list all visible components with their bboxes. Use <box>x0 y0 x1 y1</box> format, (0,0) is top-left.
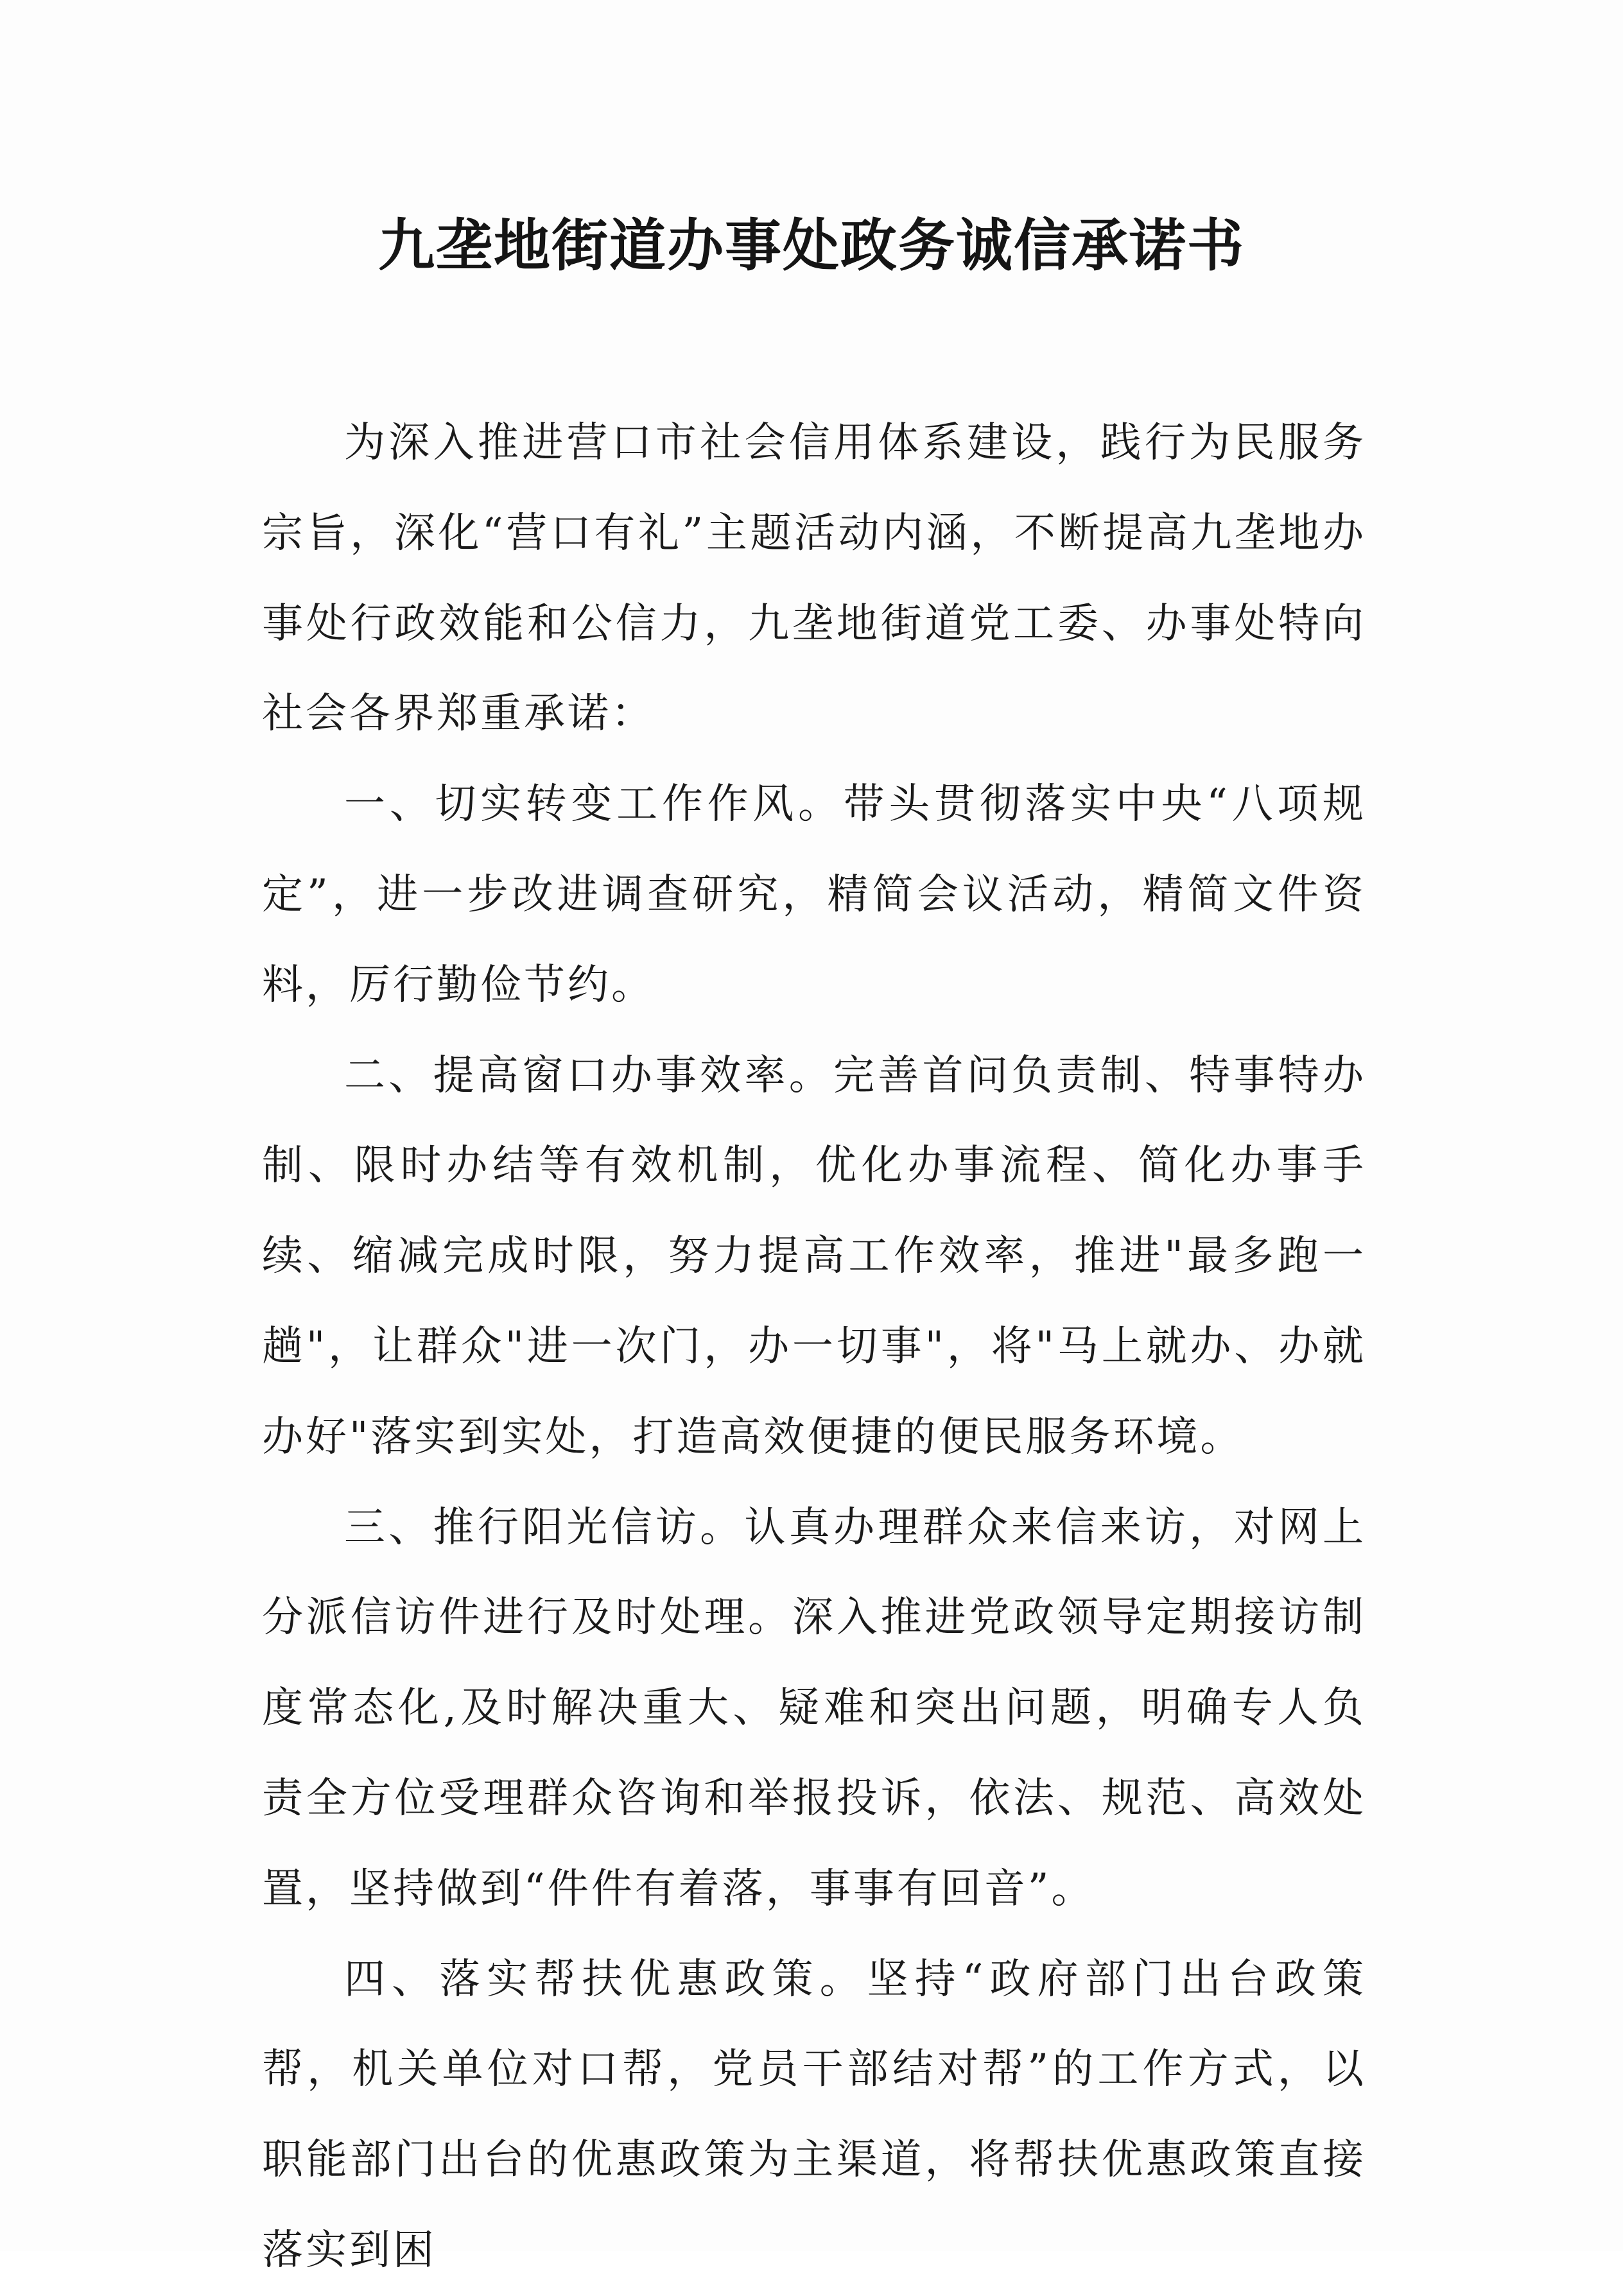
paragraph-item-1: 一、切实转变工作作风。带头贯彻落实中央“八项规定”，进一步改进调查研究，精简会议活动，精简文件资料，厉行勤俭节约。 <box>262 781 1366 1009</box>
paragraph-intro: 为深入推进营口市社会信用体系建设，践行为民服务宗旨，深化“营口有礼”主题活动内涵，不断提高九垄地办事处行政效能和公信力，九垄地街道党工委、办事处特向社会各界郑重承诺： <box>262 419 1366 738</box>
paragraph-item-2: 二、提高窗口办事效率。完善首问负责制、特事特办制、限时办结等有效机制，优化办事流程、简化办事手续、缩减完成时限，努力提高工作效率，推进"最多跑一趟"，让群众"进一次门，办一切事"，将"马上就办、办就办好"落实到实处，打造高效便捷的便民服务环境。 <box>262 1051 1366 1461</box>
paragraph-item-4: 四、落实帮扶优惠政策。坚持“政府部门出台政策帮，机关单位对口帮，党员干部结对帮”的工作方式，以职能部门出台的优惠政策为主渠道，将帮扶优惠政策直接落实到困 <box>262 1955 1366 2274</box>
document-body <box>262 398 1366 2296</box>
page-title: 九垄地街道办事处政务诚信承诺书 <box>378 212 1245 279</box>
paragraph-item-3: 三、推行阳光信访。认真办理群众来信来访，对网上分派信访件进行及时处理。深入推进党政领导定期接访制度常态化,及时解决重大、疑难和突出问题，明确专人负责全方位受理群众咨询和举报投诉，依法、规范、高效处置，坚持做到“件件有着落，事事有回音”。 <box>262 1503 1366 1913</box>
